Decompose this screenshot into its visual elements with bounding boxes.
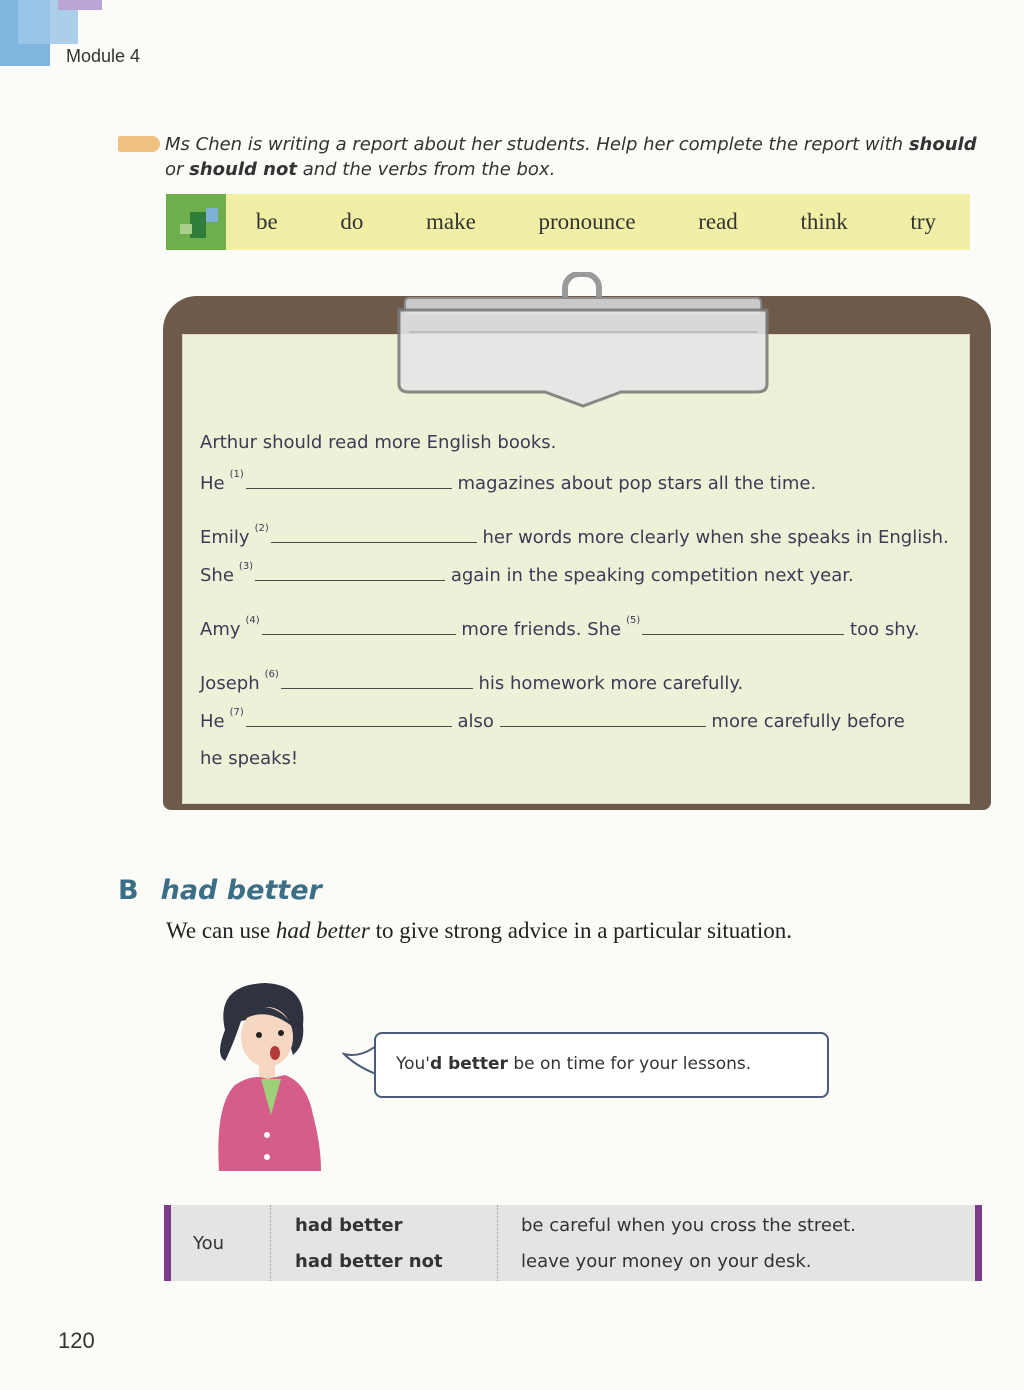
section-b-heading	[118, 875, 322, 906]
answer-blank-7b[interactable]	[500, 708, 706, 727]
answer-blank-6[interactable]	[281, 670, 473, 689]
report-line-5	[200, 670, 743, 694]
page-number: 120	[58, 1328, 95, 1353]
table-divider	[270, 1205, 271, 1281]
blank-number: (6)	[264, 669, 279, 680]
answer-blank-2[interactable]	[271, 524, 477, 543]
answer-blank-3[interactable]	[255, 562, 445, 581]
blank-number: (7)	[229, 707, 244, 718]
report-word: again in the speaking competition next year.	[450, 565, 854, 586]
report-word: too shy.	[850, 619, 920, 640]
instruction-text: Ms Chen is writing a report about her students. Help her complete the report with	[165, 134, 904, 155]
report-word: Emily	[200, 527, 250, 548]
verb-word-box	[166, 194, 970, 250]
blank-number: (1)	[229, 469, 244, 480]
speech-bubble	[374, 1032, 829, 1098]
report-line-0: Arthur should read more English books.	[200, 432, 557, 453]
report-word: more friends. She	[461, 619, 622, 640]
verb-word: try	[910, 209, 936, 234]
verb-word: make	[426, 209, 476, 234]
report-line-7: he speaks!	[200, 748, 299, 769]
instruction-bold-should: should	[908, 134, 977, 155]
table-example: leave your money on your desk.	[521, 1251, 812, 1272]
exercise-instruction	[118, 132, 988, 182]
answer-blank-4[interactable]	[262, 616, 456, 635]
verb-word: read	[698, 209, 738, 234]
blank-number: (3)	[238, 561, 254, 572]
desc-italic: had better	[275, 918, 370, 943]
report-word: He	[200, 711, 225, 732]
blank-number: (2)	[254, 523, 269, 534]
instruction-bold-should-not: should not	[189, 159, 297, 180]
clipboard-clip-icon	[395, 272, 771, 412]
table-form: had better	[295, 1215, 403, 1236]
speech-bubble-text	[396, 1054, 751, 1074]
desc-text-end: to give strong advice in a particular situation.	[375, 918, 792, 943]
report-word: Amy	[200, 619, 241, 640]
report-line-1	[200, 470, 816, 494]
report-word: his homework more carefully.	[478, 673, 744, 694]
teacher-illustration	[195, 975, 335, 1175]
section-b-description	[166, 918, 792, 944]
exercise-tab-marker	[118, 136, 160, 152]
bubble-text-pre: You'	[396, 1054, 430, 1074]
report-word: He	[200, 473, 225, 494]
grammar-table	[164, 1205, 982, 1281]
bubble-text-bold: d better	[429, 1054, 508, 1074]
answer-blank-7a[interactable]	[246, 708, 452, 727]
verb-word: think	[800, 209, 848, 234]
instruction-text-or: or	[165, 159, 184, 180]
table-form: had better not	[295, 1251, 443, 1272]
verb-word: pronounce	[538, 209, 636, 234]
desc-text: We can use	[166, 918, 271, 943]
verb-word: do	[340, 209, 364, 234]
table-example: be careful when you cross the street.	[521, 1215, 856, 1236]
report-word: more carefully before	[711, 711, 905, 732]
verb-word: be	[256, 209, 278, 234]
table-subject: You	[193, 1233, 225, 1254]
verb-list	[226, 209, 970, 235]
report-word: Joseph	[200, 673, 260, 694]
answer-blank-1[interactable]	[246, 470, 452, 489]
report-word: her words more clearly when she speaks in English.	[482, 527, 949, 548]
module-label: Module 4	[66, 46, 141, 66]
word-box-icon	[166, 194, 226, 250]
report-line-6	[200, 708, 905, 732]
report-word: also	[457, 711, 494, 732]
section-letter: B	[118, 875, 139, 906]
report-line-2	[200, 524, 949, 548]
instruction-text-end: and the verbs from the box.	[302, 159, 556, 180]
blank-number: (4)	[245, 615, 260, 626]
report-word: She	[200, 565, 234, 586]
table-divider	[497, 1205, 498, 1281]
report-line-3	[200, 562, 854, 586]
section-title: had better	[160, 875, 322, 906]
bubble-text-post: be on time for your lessons.	[507, 1054, 752, 1074]
blank-number: (5)	[626, 615, 641, 626]
report-line-4	[200, 616, 919, 640]
report-word: magazines about pop stars all the time.	[457, 473, 817, 494]
answer-blank-5[interactable]	[642, 616, 844, 635]
